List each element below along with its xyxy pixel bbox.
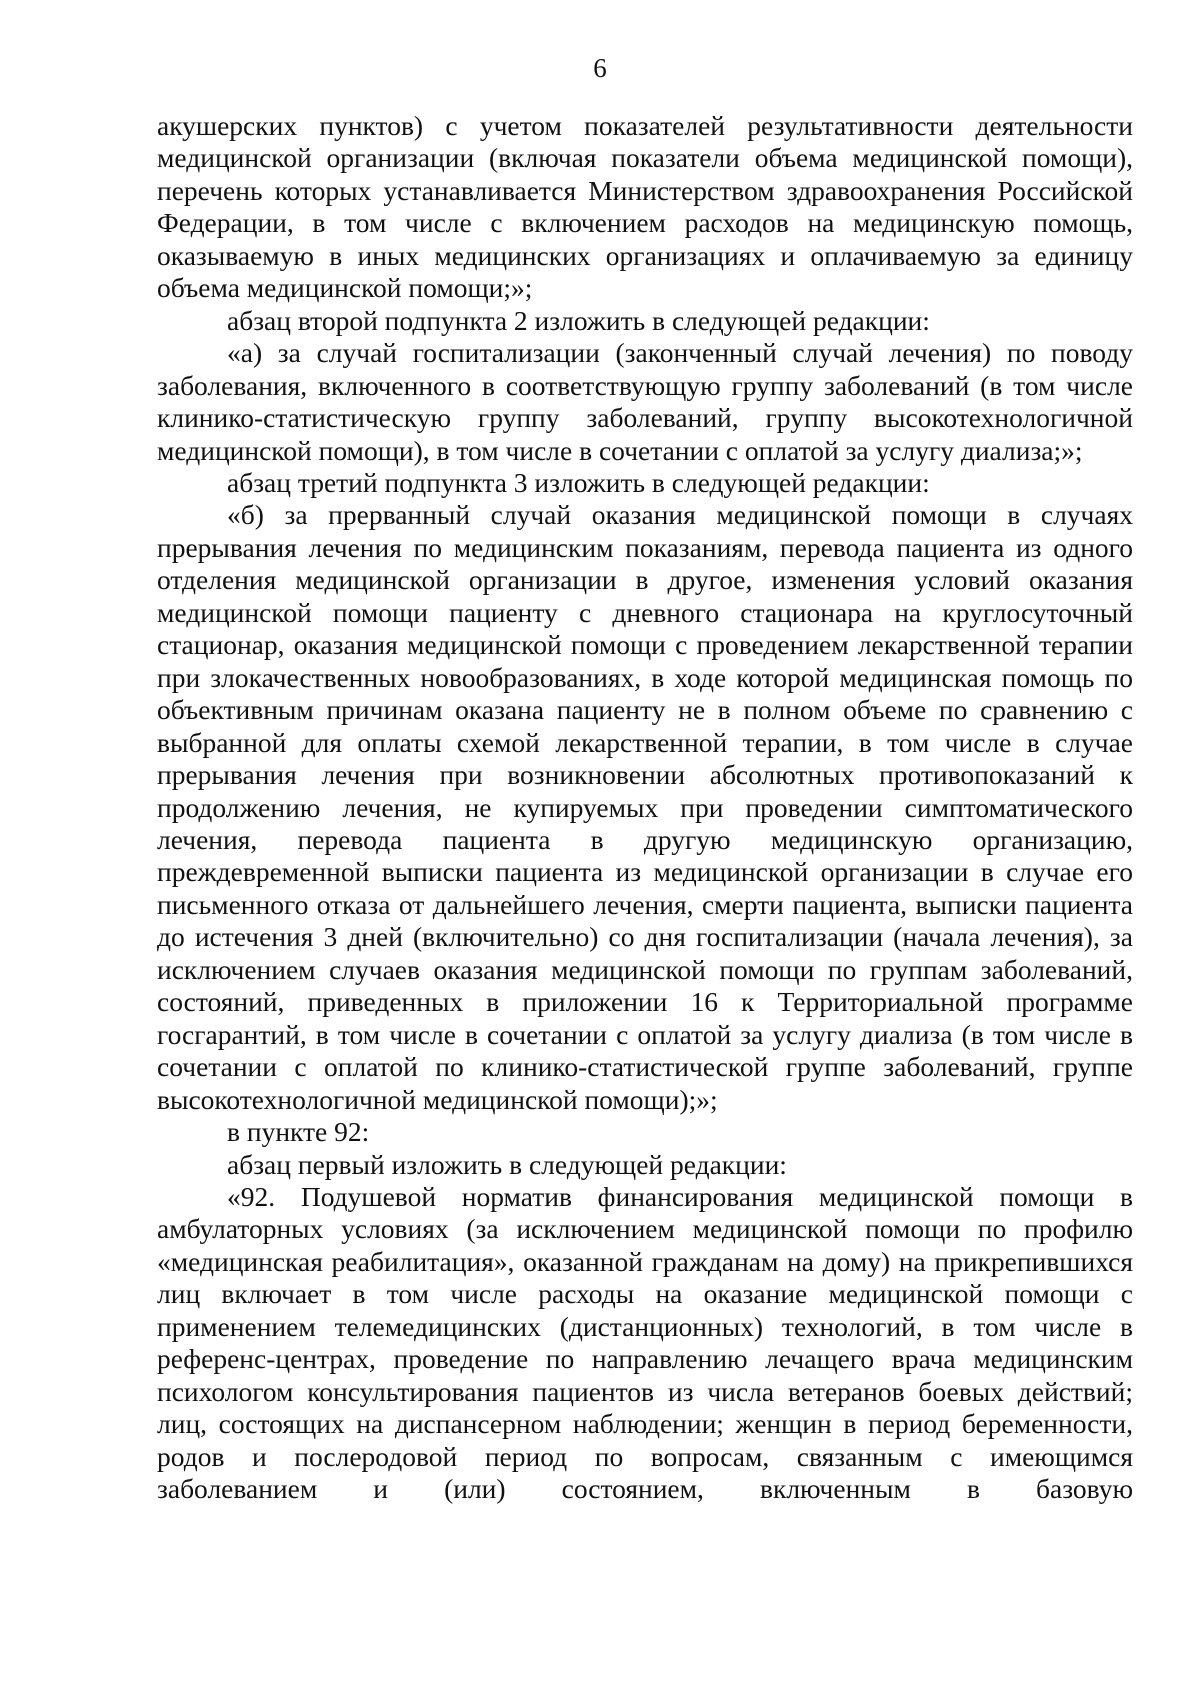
paragraph-continuation: акушерских пунктов) с учетом показателей результативности деятельности медицинской организации (включая показатели объема медицинской помощи), перечень которых устанавливается Министерством здравоохранения Российской Федерации, в том числе с включением расходов на медицинскую помощь, оказываемую в иных медицинских организациях и оплачиваемую за единицу объема медицинской помощи;»; xyxy=(157,110,1133,304)
paragraph-instruction: в пункте 92: xyxy=(227,1116,370,1148)
paragraph-instruction: абзац второй подпункта 2 изложить в следующей редакции: xyxy=(227,304,930,336)
paragraph-item-92: «92. Подушевой норматив финансирования медицинской помощи в амбулаторных условиях (за исключением медицинской помощи по профилю «медицинская реабилитация», оказанной гражданам на дому) на прикрепившихся лиц включает в том числе расходы на оказание медицинской помощи с применением телемедицинских (дистанционных) технологий, в том числе в референс-центрах, проведение по направлению лечащего врача медицинским психологом консультирования пациентов из числа ветеранов боевых действий; лиц, состоящих на диспансерном наблюдении; женщин в период беременности, родов и послеродовой период по вопросам, связанным с имеющимся заболеванием и (или) состоянием, включенным в базовую xyxy=(157,1180,1133,1505)
page-number: 6 xyxy=(593,53,607,83)
paragraph-instruction: абзац третий подпункта 3 изложить в следующей редакции: xyxy=(227,466,930,498)
paragraph-instruction: абзац первый изложить в следующей редакции: xyxy=(227,1148,787,1180)
paragraph-subitem-b: «б) за прерванный случай оказания медицинской помощи в случаях прерывания лечения по медицинским показаниям, перевода пациента из одного отделения медицинской организации в другое, изменения условий оказания медицинской помощи пациенту с дневного стационара на круглосуточный стационар, оказания медицинской помощи с проведением лекарственной терапии при злокачественных новообразованиях, в ходе которой медицинская помощь по объективным причинам оказана пациенту не в полном объеме по сравнению с выбранной для оплаты схемой лекарственной терапии, в том числе в случае прерывания лечения при возникновении абсолютных противопоказаний к продолжению лечения, не купируемых при проведении симптоматического лечения, перевода пациента в другую медицинскую организацию, преждевременной выписки пациента из медицинской организации в случае его письменного отказа от дальнейшего лечения, смерти пациента, выписки пациента до истечения 3 дней (включительно) со дня госпитализации (начала лечения), за исключением случаев оказания медицинской помощи по группам заболеваний, состояний, приведенных в приложении 16 к Территориальной программе госгарантий, в том числе в сочетании с оплатой за услугу диализа (в том числе в сочетании с оплатой по клинико-статистической группе заболеваний, группе высокотехнологичной медицинской помощи);»; xyxy=(157,499,1133,1115)
paragraph-subitem-a: «а) за случай госпитализации (законченный случай лечения) по поводу заболевания, включенного в соответствующую группу заболеваний (в том числе клинико-статистическую группу заболеваний, группу высокотехнологичной медицинской помощи), в том числе в сочетании с оплатой за услугу диализа;»; xyxy=(157,337,1133,466)
document-body xyxy=(157,110,1133,1505)
